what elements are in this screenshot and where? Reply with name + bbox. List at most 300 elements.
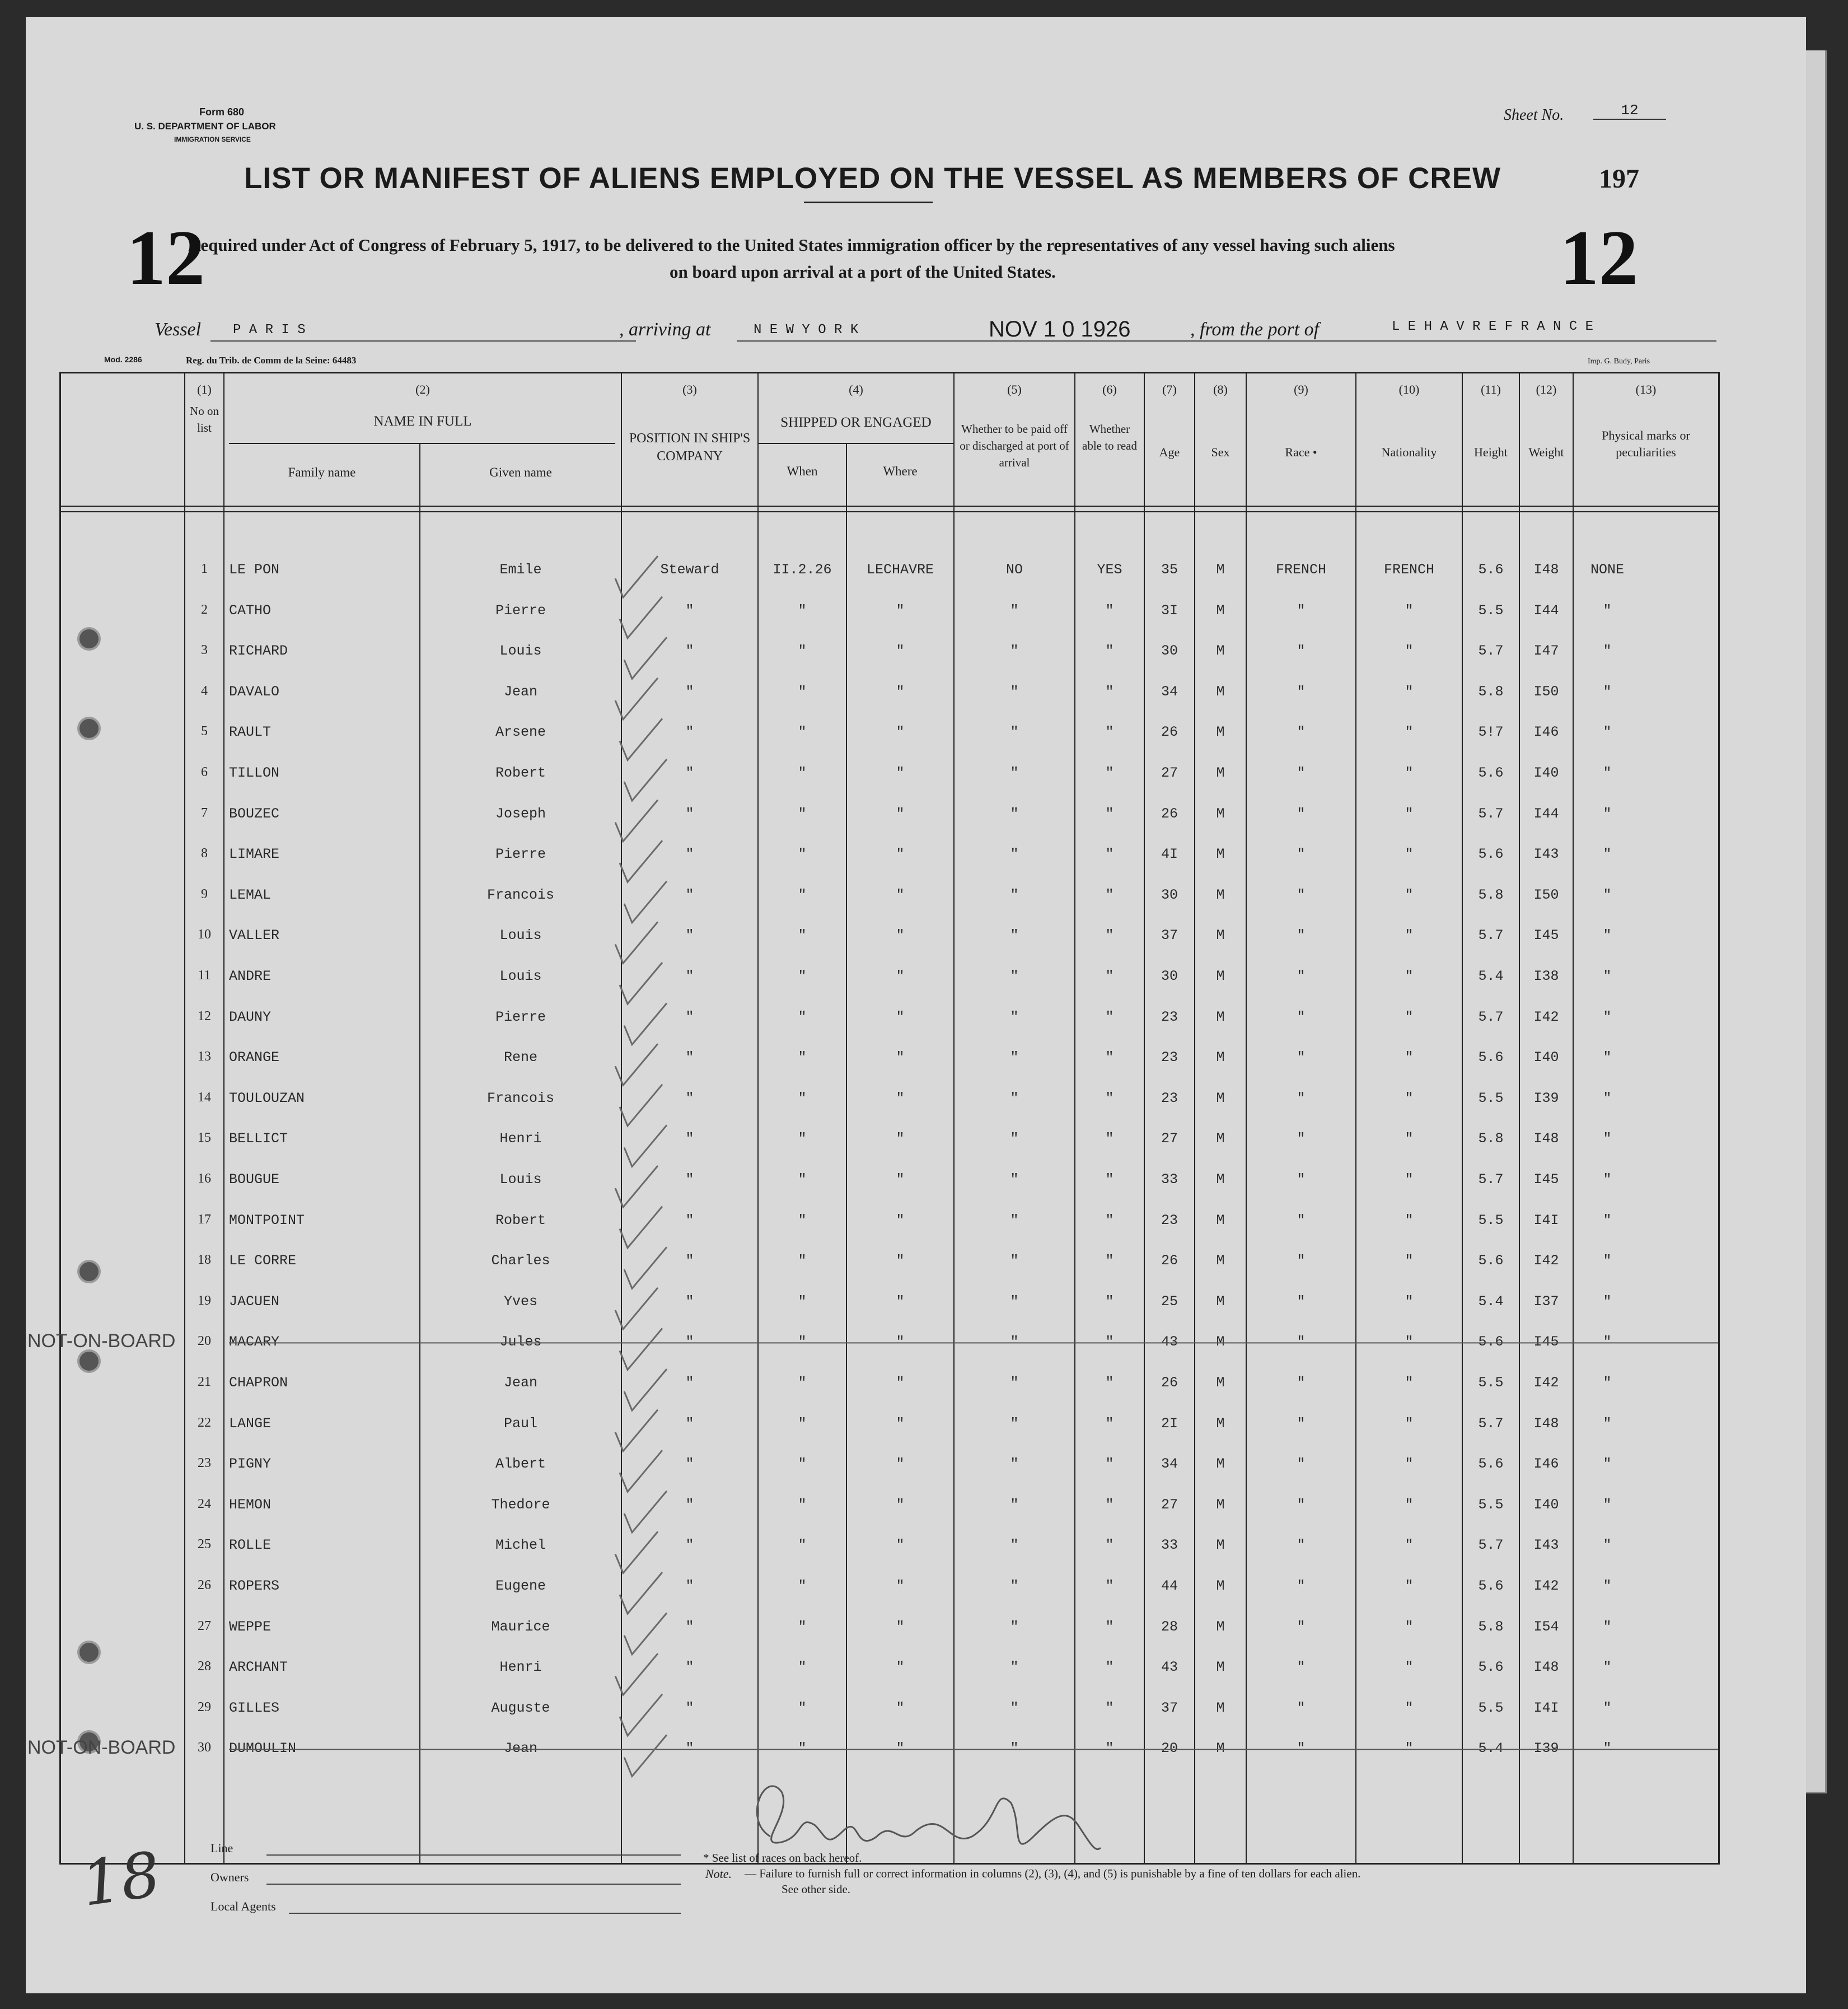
cell-position: " <box>685 1253 694 1269</box>
cell-age: 23 <box>1161 1049 1178 1066</box>
footer-owners-label: Owners <box>210 1870 249 1884</box>
col6-number: (6) <box>1102 382 1117 396</box>
cell-marks: " <box>1603 1415 1612 1432</box>
cell-where: " <box>896 927 905 944</box>
printer-name: Imp. G. Budy, Paris <box>1588 357 1650 366</box>
cell-marks: " <box>1603 927 1612 944</box>
col4a-label: When <box>787 464 818 478</box>
cell-paid: " <box>1010 1375 1019 1391</box>
cell-family: DUMOULIN <box>229 1740 297 1757</box>
cell-nationality: " <box>1405 968 1414 984</box>
check-mark <box>620 718 662 760</box>
cell-no: 30 <box>198 1740 211 1755</box>
cell-height: 5.8 <box>1478 1618 1504 1635</box>
cell-sex: M <box>1216 1496 1225 1513</box>
cell-age: 34 <box>1161 683 1178 700</box>
cell-sex: M <box>1216 683 1225 700</box>
cell-no: 26 <box>198 1578 211 1592</box>
cell-given: Maurice <box>491 1618 550 1635</box>
cell-nationality: " <box>1405 927 1414 944</box>
cell-marks: " <box>1603 1618 1612 1635</box>
handwritten-number: 18 <box>77 1838 165 1921</box>
cell-given: Henri <box>499 1130 542 1147</box>
cell-read: " <box>1105 1415 1114 1432</box>
cell-family: RICHARD <box>229 643 288 660</box>
cell-no: 10 <box>198 927 211 942</box>
cell-sex: M <box>1216 1456 1225 1473</box>
cell-position: " <box>685 1537 694 1554</box>
check-mark <box>624 1247 667 1288</box>
cell-height: 5.7 <box>1478 1171 1504 1188</box>
cell-read: " <box>1105 1049 1114 1066</box>
footer-line-label: Line <box>210 1841 233 1855</box>
cell-marks: " <box>1603 1537 1612 1554</box>
cell-height: 5.6 <box>1478 1334 1504 1351</box>
check-mark <box>624 759 667 801</box>
cell-sex: M <box>1216 1253 1225 1269</box>
cell-position: " <box>685 1334 694 1351</box>
cell-nationality: " <box>1405 1618 1414 1635</box>
cell-paid: " <box>1010 1740 1019 1757</box>
cell-given: Eugene <box>495 1578 546 1594</box>
cell-read: " <box>1105 1496 1114 1513</box>
cell-where: " <box>896 683 905 700</box>
cell-family: LE CORRE <box>229 1253 297 1269</box>
races-note: * See list of races on back hereof. <box>703 1851 862 1865</box>
cell-position: " <box>685 1375 694 1391</box>
cell-race: " <box>1297 1740 1306 1757</box>
cell-paid: " <box>1010 927 1019 944</box>
note-text: — Failure to furnish full or correct information in columns (2), (3), (4), and (5) is punishable by a fine of ten dollars for each alien. <box>745 1867 1361 1880</box>
cell-paid: " <box>1010 1130 1019 1147</box>
cell-sex: M <box>1216 1130 1225 1147</box>
cell-no: 24 <box>198 1496 211 1511</box>
col9-number: (9) <box>1294 382 1308 396</box>
subtitle-line-2: on board upon arrival at a port of the United States. <box>670 262 1056 282</box>
cell-where: " <box>896 886 905 903</box>
check-mark <box>624 637 667 679</box>
cell-nationality: " <box>1405 1130 1414 1147</box>
col12-label: Weight <box>1528 445 1564 459</box>
cell-paid: " <box>1010 724 1019 741</box>
cell-nationality: " <box>1405 602 1414 619</box>
cell-position: " <box>685 1659 694 1676</box>
cell-position: " <box>685 724 694 741</box>
check-mark <box>624 1735 667 1776</box>
cell-nationality: " <box>1405 1293 1414 1310</box>
cell-weight: I45 <box>1533 927 1559 944</box>
check-mark <box>615 1288 658 1329</box>
cell-read: " <box>1105 1334 1114 1351</box>
cell-age: 2I <box>1161 1415 1178 1432</box>
cell-age: 4I <box>1161 846 1178 863</box>
cell-paid: " <box>1010 846 1019 863</box>
cell-family: LEMAL <box>229 886 272 903</box>
check-mark <box>620 1085 662 1126</box>
cell-weight: I43 <box>1533 1537 1559 1554</box>
cell-sex: M <box>1216 1618 1225 1635</box>
cell-position: " <box>685 1578 694 1594</box>
agents-rule <box>289 1913 681 1914</box>
cell-weight: I48 <box>1533 1130 1559 1147</box>
cell-nationality: " <box>1405 683 1414 700</box>
cell-no: 18 <box>198 1253 211 1268</box>
cell-age: 44 <box>1161 1578 1178 1594</box>
cell-weight: I50 <box>1533 683 1559 700</box>
cell-when: " <box>798 602 807 619</box>
cell-given: Thedore <box>491 1496 550 1513</box>
cell-paid: NO <box>1005 562 1023 578</box>
cell-nationality: " <box>1405 1456 1414 1473</box>
cell-nationality: FRENCH <box>1383 562 1434 578</box>
cell-age: 23 <box>1161 1008 1178 1025</box>
cell-given: Francois <box>486 1090 555 1106</box>
cell-marks: " <box>1603 1456 1612 1473</box>
owners-rule <box>266 1884 681 1885</box>
cell-read: " <box>1105 1699 1114 1716</box>
cell-family: DAUNY <box>229 1008 272 1025</box>
cell-given: Jean <box>503 1375 537 1391</box>
cell-age: 35 <box>1161 562 1178 578</box>
cell-given: Pierre <box>495 846 546 863</box>
cell-nationality: " <box>1405 765 1414 781</box>
cell-age: 37 <box>1161 927 1178 944</box>
cell-given: Jean <box>503 1740 537 1757</box>
cell-sex: M <box>1216 1537 1225 1554</box>
cell-race: " <box>1297 643 1306 660</box>
cell-weight: I42 <box>1533 1578 1559 1594</box>
manifest-sheet <box>26 17 1806 1993</box>
not-on-board-stamp: NOT-ON-BOARD <box>27 1737 176 1759</box>
cell-read: " <box>1105 1253 1114 1269</box>
cell-weight: I46 <box>1533 724 1559 741</box>
check-mark <box>615 1166 658 1207</box>
cell-marks: " <box>1603 602 1612 619</box>
cell-sex: M <box>1216 846 1225 863</box>
col9-label: Race • <box>1285 445 1317 459</box>
from-port: L E H A V R E F R A N C E <box>1392 319 1594 334</box>
check-mark <box>620 840 662 882</box>
cell-family: BOUZEC <box>229 805 280 822</box>
cell-height: 5.5 <box>1478 1496 1504 1513</box>
cell-given: Emile <box>499 562 542 578</box>
check-mark <box>615 922 658 963</box>
cell-where: " <box>896 1659 905 1676</box>
cell-position: " <box>685 1090 694 1106</box>
cell-given: Yves <box>503 1293 537 1310</box>
cell-race: " <box>1297 602 1306 619</box>
cell-sex: M <box>1216 927 1225 944</box>
cell-family: JACUEN <box>229 1293 280 1310</box>
cell-race: " <box>1297 1293 1306 1310</box>
cell-no: 22 <box>198 1415 211 1430</box>
cell-where: " <box>896 724 905 741</box>
cell-read: " <box>1105 846 1114 863</box>
cell-position: " <box>685 1293 694 1310</box>
cell-no: 4 <box>201 683 208 698</box>
cell-marks: " <box>1603 886 1612 903</box>
cell-sex: M <box>1216 1293 1225 1310</box>
cell-height: 5.6 <box>1478 846 1504 863</box>
cell-read: " <box>1105 724 1114 741</box>
cell-where: " <box>896 1090 905 1106</box>
cell-given: Michel <box>495 1537 546 1554</box>
check-mark <box>620 1450 662 1492</box>
cell-nationality: " <box>1405 1375 1414 1391</box>
cell-sex: M <box>1216 643 1225 660</box>
cell-read: " <box>1105 805 1114 822</box>
cell-age: 23 <box>1161 1212 1178 1228</box>
col1-number: (1) <box>197 382 212 396</box>
col13-number: (13) <box>1635 382 1657 396</box>
cell-paid: " <box>1010 1090 1019 1106</box>
cell-marks: NONE <box>1590 562 1624 578</box>
cell-height: 5.5 <box>1478 1212 1504 1228</box>
cell-marks: " <box>1603 765 1612 781</box>
cell-sex: M <box>1216 724 1225 741</box>
cell-no: 27 <box>198 1618 211 1633</box>
check-mark <box>620 597 662 638</box>
sheet-stamp-right: 12 <box>1560 214 1638 301</box>
cell-paid: " <box>1010 1008 1019 1025</box>
cell-paid: " <box>1010 1293 1019 1310</box>
cell-given: Pierre <box>495 1008 546 1025</box>
cell-height: 5.7 <box>1478 1537 1504 1554</box>
check-mark <box>620 1694 662 1736</box>
cell-family: TOULOUZAN <box>229 1090 305 1106</box>
cell-family: BOUGUE <box>229 1171 280 1188</box>
cell-marks: " <box>1603 1496 1612 1513</box>
cell-race: " <box>1297 1578 1306 1594</box>
cell-marks: " <box>1603 1578 1612 1594</box>
cell-where: " <box>896 1212 905 1228</box>
cell-where: " <box>896 1130 905 1147</box>
cell-marks: " <box>1603 1293 1612 1310</box>
cell-age: 34 <box>1161 1456 1178 1473</box>
cell-no: 2 <box>201 602 208 617</box>
cell-nationality: " <box>1405 1740 1414 1757</box>
cell-age: 30 <box>1161 886 1178 903</box>
cell-position: " <box>685 846 694 863</box>
cell-when: " <box>798 643 807 660</box>
cell-no: 15 <box>198 1130 211 1146</box>
cell-when: II.2.26 <box>773 562 832 578</box>
cell-family: WEPPE <box>229 1618 272 1635</box>
cell-where: " <box>896 1496 905 1513</box>
cell-nationality: " <box>1405 1008 1414 1025</box>
cell-weight: I44 <box>1533 805 1559 822</box>
cell-weight: I46 <box>1533 1456 1559 1473</box>
cell-position: " <box>685 1699 694 1716</box>
cell-weight: I4I <box>1533 1212 1559 1228</box>
cell-sex: M <box>1216 1699 1225 1716</box>
cell-where: " <box>896 1618 905 1635</box>
cell-race: " <box>1297 968 1306 984</box>
cell-marks: " <box>1603 1740 1612 1757</box>
cell-position: Steward <box>660 562 719 578</box>
check-mark <box>624 1613 667 1655</box>
cell-race: " <box>1297 1212 1306 1228</box>
cell-paid: " <box>1010 1171 1019 1188</box>
cell-weight: I39 <box>1533 1090 1559 1106</box>
cell-paid: " <box>1010 765 1019 781</box>
cell-no: 20 <box>198 1334 211 1349</box>
cell-race: " <box>1297 1171 1306 1188</box>
cell-family: ORANGE <box>229 1049 280 1066</box>
cell-marks: " <box>1603 1253 1612 1269</box>
cell-where: " <box>896 1293 905 1310</box>
cell-when: " <box>798 1496 807 1513</box>
cell-position: " <box>685 1171 694 1188</box>
cell-height: 5.7 <box>1478 643 1504 660</box>
cell-sex: M <box>1216 886 1225 903</box>
cell-weight: I39 <box>1533 1740 1559 1757</box>
cell-nationality: " <box>1405 643 1414 660</box>
cell-sex: M <box>1216 1212 1225 1228</box>
check-mark <box>620 1207 662 1248</box>
cell-when: " <box>798 1415 807 1432</box>
cell-where: " <box>896 1253 905 1269</box>
col13-label: Physical marks or peculiarities <box>1602 428 1690 459</box>
cell-no: 5 <box>201 724 208 739</box>
cell-height: 5.5 <box>1478 1699 1504 1716</box>
signature-text <box>843 1775 845 1776</box>
cell-race: " <box>1297 1659 1306 1676</box>
cell-where: " <box>896 643 905 660</box>
cell-sex: M <box>1216 1740 1225 1757</box>
cell-height: 5.6 <box>1478 1253 1504 1269</box>
col7-number: (7) <box>1162 382 1177 396</box>
cell-when: " <box>798 1375 807 1391</box>
check-mark <box>620 1328 662 1370</box>
cell-age: 30 <box>1161 968 1178 984</box>
cell-sex: M <box>1216 1375 1225 1391</box>
cell-no: 23 <box>198 1456 211 1471</box>
cell-read: " <box>1105 1212 1114 1228</box>
check-mark <box>620 1572 662 1614</box>
sheet-label: Sheet No. <box>1504 106 1564 124</box>
sheet-number: 12 <box>1593 102 1666 120</box>
cell-family: ANDRE <box>229 968 272 984</box>
cell-when: " <box>798 1212 807 1228</box>
cell-given: Louis <box>499 927 542 944</box>
cell-position: " <box>685 1008 694 1025</box>
cell-when: " <box>798 1049 807 1066</box>
cell-position: " <box>685 602 694 619</box>
cell-position: " <box>685 805 694 822</box>
cell-given: Arsene <box>495 724 546 741</box>
cell-race: " <box>1297 886 1306 903</box>
col3-label: POSITION IN SHIP'S COMPANY <box>629 431 751 464</box>
cell-sex: M <box>1216 1008 1225 1025</box>
cell-sex: M <box>1216 1415 1225 1432</box>
cell-family: CATHO <box>229 602 272 619</box>
cell-height: 5.6 <box>1478 562 1504 578</box>
cell-when: " <box>798 1699 807 1716</box>
cell-given: Paul <box>503 1415 537 1432</box>
cell-when: " <box>798 765 807 781</box>
cell-race: " <box>1297 765 1306 781</box>
cell-when: " <box>798 1334 807 1351</box>
col7-label: Age <box>1159 445 1180 459</box>
check-mark <box>624 1491 667 1533</box>
cell-age: 27 <box>1161 1496 1178 1513</box>
cell-sex: M <box>1216 968 1225 984</box>
cell-sex: M <box>1216 1171 1225 1188</box>
cell-where: " <box>896 1537 905 1554</box>
check-mark <box>615 678 658 719</box>
cell-nationality: " <box>1405 1212 1414 1228</box>
cell-race: " <box>1297 1090 1306 1106</box>
cell-marks: " <box>1603 1008 1612 1025</box>
cell-given: Jean <box>503 683 537 700</box>
subtitle-line-1: Required under Act of Congress of February 5, 1917, to be delivered to the United States immigration officer by the representatives of any vessel having such aliens <box>188 235 1395 255</box>
cell-nationality: " <box>1405 724 1414 741</box>
cell-age: 43 <box>1161 1659 1178 1676</box>
cell-weight: I4I <box>1533 1699 1559 1716</box>
cell-family: ROPERS <box>229 1578 280 1594</box>
cell-no: 19 <box>198 1293 211 1308</box>
cell-weight: I48 <box>1533 1659 1559 1676</box>
check-marks <box>61 373 1718 1863</box>
cell-when: " <box>798 886 807 903</box>
cell-weight: I42 <box>1533 1375 1559 1391</box>
cell-where: " <box>896 1008 905 1025</box>
cell-age: 25 <box>1161 1293 1178 1310</box>
cell-race: " <box>1297 927 1306 944</box>
cell-position: " <box>685 1415 694 1432</box>
cell-family: LE PON <box>229 562 280 578</box>
note-label: Note. <box>705 1867 732 1881</box>
cell-age: 33 <box>1161 1171 1178 1188</box>
cell-no: 6 <box>201 765 208 779</box>
cell-age: 26 <box>1161 805 1178 822</box>
cell-given: Pierre <box>495 602 546 619</box>
cell-sex: M <box>1216 1659 1225 1676</box>
cell-given: Robert <box>495 1212 546 1228</box>
col11-label: Height <box>1474 445 1508 459</box>
cell-height: 5.7 <box>1478 1415 1504 1432</box>
cell-nationality: " <box>1405 846 1414 863</box>
cell-when: " <box>798 1659 807 1676</box>
cell-paid: " <box>1010 683 1019 700</box>
cell-when: " <box>798 1253 807 1269</box>
from-port-rule <box>1369 340 1716 342</box>
cell-race: " <box>1297 1496 1306 1513</box>
cell-where: " <box>896 1049 905 1066</box>
cell-when: " <box>798 1537 807 1554</box>
cell-when: " <box>798 1008 807 1025</box>
cell-read: " <box>1105 1618 1114 1635</box>
cell-read: " <box>1105 683 1114 700</box>
check-mark <box>615 800 658 842</box>
cell-sex: M <box>1216 562 1225 578</box>
cell-family: DAVALO <box>229 683 280 700</box>
cell-read: " <box>1105 1578 1114 1594</box>
cell-read: " <box>1105 1456 1114 1473</box>
cell-age: 28 <box>1161 1618 1178 1635</box>
cell-family: RAULT <box>229 724 272 741</box>
cell-when: " <box>798 1130 807 1147</box>
cell-when: " <box>798 683 807 700</box>
cell-when: " <box>798 1578 807 1594</box>
cell-height: 5.6 <box>1478 1578 1504 1594</box>
cell-position: " <box>685 886 694 903</box>
cell-sex: M <box>1216 1578 1225 1594</box>
col2b-label: Given name <box>489 465 552 479</box>
cell-where: " <box>896 1375 905 1391</box>
cell-position: " <box>685 1740 694 1757</box>
